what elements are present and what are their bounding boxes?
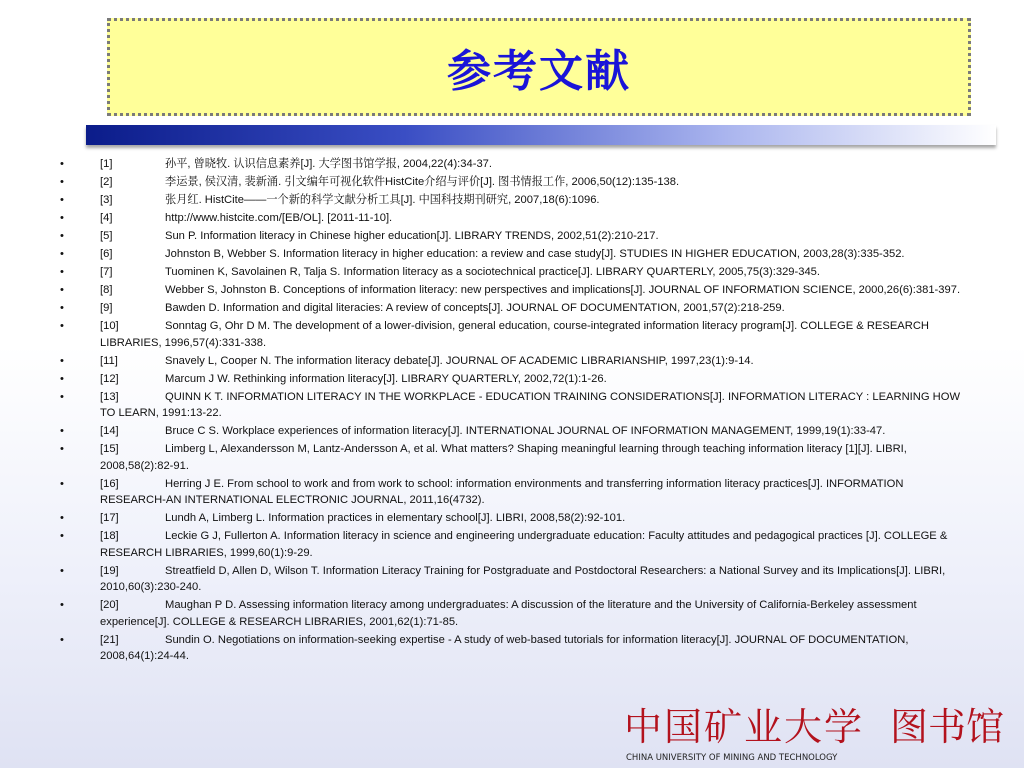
logo-university-en: CHINA UNIVERSITY OF MINING AND TECHNOLOGY bbox=[626, 753, 838, 763]
reference-item bbox=[60, 228, 968, 245]
reference-item bbox=[60, 353, 968, 370]
bullet-icon: • bbox=[60, 284, 64, 296]
reference-number: [4] bbox=[100, 212, 113, 224]
reference-number: [17] bbox=[100, 512, 119, 524]
reference-number: [21] bbox=[100, 633, 119, 646]
reference-text: Sundin O. Negotiations on information-seeking expertise - A study of web-based tutorials for information literacy[J]. JOURNAL OF DOCUMENTATION, 2008,64(1):24-44. bbox=[100, 633, 909, 662]
reference-item bbox=[60, 300, 968, 317]
reference-item bbox=[60, 210, 968, 227]
title-box bbox=[107, 18, 971, 116]
bullet-icon: • bbox=[60, 443, 64, 455]
reference-number: [14] bbox=[100, 425, 119, 437]
reference-text: 李运景, 侯汉清, 裴新涌. 引文编年可视化软件HistCite介绍与评价[J]. 图书情报工作, 2006,50(12):135-138. bbox=[165, 176, 680, 188]
bullet-icon: • bbox=[60, 230, 64, 242]
reference-item bbox=[60, 597, 968, 630]
reference-number: [8] bbox=[100, 284, 113, 296]
reference-number: [18] bbox=[100, 530, 119, 542]
reference-text: Herring J E. From school to work and from work to school: information environments and transferring information literacy practices[J]. INFORMATION RESEARCH-AN INTERNATIONAL ELECTRONIC JOURNAL, 2011,16(4732). bbox=[100, 477, 904, 506]
reference-number: [12] bbox=[100, 372, 119, 385]
cumt-library-logo bbox=[622, 700, 1012, 764]
reference-number: [10] bbox=[100, 320, 119, 332]
reference-item bbox=[60, 528, 968, 561]
reference-item bbox=[60, 510, 968, 527]
reference-text: 孙平, 曾晓牧. 认识信息素养[J]. 大学图书馆学报, 2004,22(4):34-37. bbox=[165, 158, 492, 170]
reference-number: [5] bbox=[100, 230, 113, 242]
bullet-icon: • bbox=[60, 248, 64, 260]
reference-text: Webber S, Johnston B. Conceptions of information literacy: new perspectives and implications[J]. JOURNAL OF INFORMATION SCIENCE, 2000,26(6):381-397. bbox=[165, 284, 961, 296]
reference-item bbox=[60, 476, 968, 509]
bullet-icon: • bbox=[60, 512, 64, 524]
reference-number: [2] bbox=[100, 176, 113, 188]
bullet-icon: • bbox=[60, 266, 64, 278]
reference-item bbox=[60, 423, 968, 440]
reference-item bbox=[60, 246, 968, 263]
reference-number: [16] bbox=[100, 477, 119, 490]
reference-item bbox=[60, 282, 968, 299]
reference-text: Bawden D. Information and digital literacies: A review of concepts[J]. JOURNAL OF DOCUMENTATION, 2001,57(2):218-259. bbox=[165, 302, 785, 314]
reference-number: [7] bbox=[100, 266, 113, 278]
reference-number: [3] bbox=[100, 194, 113, 206]
reference-item bbox=[60, 192, 968, 209]
bullet-icon: • bbox=[60, 633, 64, 646]
reference-text: Streatfield D, Allen D, Wilson T. Information Literacy Training for Postgraduate and Postdoctoral Researchers: a National Survey and its Implications[J]. LIBRI, 2010,60(3):230-240. bbox=[100, 564, 946, 593]
reference-item bbox=[60, 632, 968, 665]
logo-university-cn: 中国矿业大学 bbox=[624, 705, 865, 749]
reference-text: Tuominen K, Savolainen R, Talja S. Information literacy as a sociotechnical practice[J]. LIBRARY QUARTERLY, 2005,75(3):329-345. bbox=[165, 266, 821, 278]
logo-library-cn: 图书馆 bbox=[890, 705, 1005, 749]
reference-number: [1] bbox=[100, 158, 113, 170]
reference-text: 张月红. HistCite——一个新的科学文献分析工具[J]. 中国科技期刊研究, 2007,18(6):1096. bbox=[165, 194, 600, 206]
reference-text: Johnston B, Webber S. Information literacy in higher education: a review and case study[J]. STUDIES IN HIGHER EDUCATION, 2003,28(3):335-352. bbox=[165, 248, 905, 260]
reference-item bbox=[60, 264, 968, 281]
reference-number: [19] bbox=[100, 564, 119, 577]
bullet-icon: • bbox=[60, 194, 64, 206]
reference-text: Snavely L, Cooper N. The information literacy debate[J]. JOURNAL OF ACADEMIC LIBRARIANSHIP, 1997,23(1):9-14. bbox=[165, 354, 754, 367]
slide-title: 参考文献 bbox=[447, 46, 631, 97]
reference-item bbox=[60, 174, 968, 191]
reference-item bbox=[60, 371, 968, 388]
reference-number: [15] bbox=[100, 443, 119, 455]
reference-item bbox=[60, 389, 968, 422]
reference-number: [6] bbox=[100, 248, 113, 260]
bullet-icon: • bbox=[60, 530, 64, 542]
reference-text: Bruce C S. Workplace experiences of information literacy[J]. INTERNATIONAL JOURNAL OF INFORMATION MANAGEMENT, 1999,19(1):33-47. bbox=[165, 425, 886, 437]
reference-text: Sun P. Information literacy in Chinese higher education[J]. LIBRARY TRENDS, 2002,51(2):210-217. bbox=[165, 230, 659, 242]
reference-number: [20] bbox=[100, 599, 119, 611]
reference-text: Sonntag G, Ohr D M. The development of a lower-division, general education, course-integrated information literacy program[J]. COLLEGE & RESEARCH LIBRARIES, 1996,57(4):331-338. bbox=[100, 320, 930, 349]
reference-text: Lundh A, Limberg L. Information practices in elementary school[J]. LIBRI, 2008,58(2):92-101. bbox=[165, 512, 626, 524]
reference-item bbox=[60, 318, 968, 351]
bullet-icon: • bbox=[60, 176, 64, 188]
reference-text: QUINN K T. INFORMATION LITERACY IN THE WORKPLACE - EDUCATION TRAINING CONSIDERATIONS[J]. INFORMATION LITERACY : LEARNING HOW TO LEARN, 1991:13-22. bbox=[100, 390, 961, 419]
reference-text: Limberg L, Alexandersson M, Lantz-Andersson A, et al. What matters? Shaping meaningful learning through teaching information literacy [1][J]. LIBRI, 2008,58(2):82-91. bbox=[100, 443, 907, 472]
bullet-icon: • bbox=[60, 390, 64, 403]
reference-text: Leckie G J, Fullerton A. Information literacy in science and engineering undergraduate education: Faculty attitudes and pedagogical practices [J]. COLLEGE & RESEARCH LIBRARIES, 1999,60(1):9-29. bbox=[100, 530, 948, 559]
reference-number: [11] bbox=[100, 354, 118, 367]
bullet-icon: • bbox=[60, 320, 64, 332]
bullet-icon: • bbox=[60, 425, 64, 437]
reference-item bbox=[60, 563, 968, 596]
reference-list bbox=[60, 156, 968, 666]
bullet-icon: • bbox=[60, 212, 64, 224]
reference-item bbox=[60, 441, 968, 474]
bullet-icon: • bbox=[60, 564, 64, 577]
bullet-icon: • bbox=[60, 477, 64, 490]
bullet-icon: • bbox=[60, 599, 64, 611]
reference-text: Maughan P D. Assessing information literacy among undergraduates: A discussion of the literature and the University of California-Berkeley assessment experience[J]. COLLEGE & RESEARCH LIBRARIES, 2001,62(1):71-85. bbox=[100, 599, 917, 628]
bullet-icon: • bbox=[60, 354, 64, 367]
title-underline-bar bbox=[86, 125, 996, 145]
reference-number: [13] bbox=[100, 390, 119, 403]
reference-text: Marcum J W. Rethinking information literacy[J]. LIBRARY QUARTERLY, 2002,72(1):1-26. bbox=[165, 372, 607, 385]
bullet-icon: • bbox=[60, 158, 64, 170]
bullet-icon: • bbox=[60, 372, 64, 385]
bullet-icon: • bbox=[60, 302, 64, 314]
reference-item bbox=[60, 156, 968, 173]
reference-text: http://www.histcite.com/[EB/OL]. [2011-11-10]. bbox=[165, 212, 393, 224]
reference-number: [9] bbox=[100, 302, 113, 314]
